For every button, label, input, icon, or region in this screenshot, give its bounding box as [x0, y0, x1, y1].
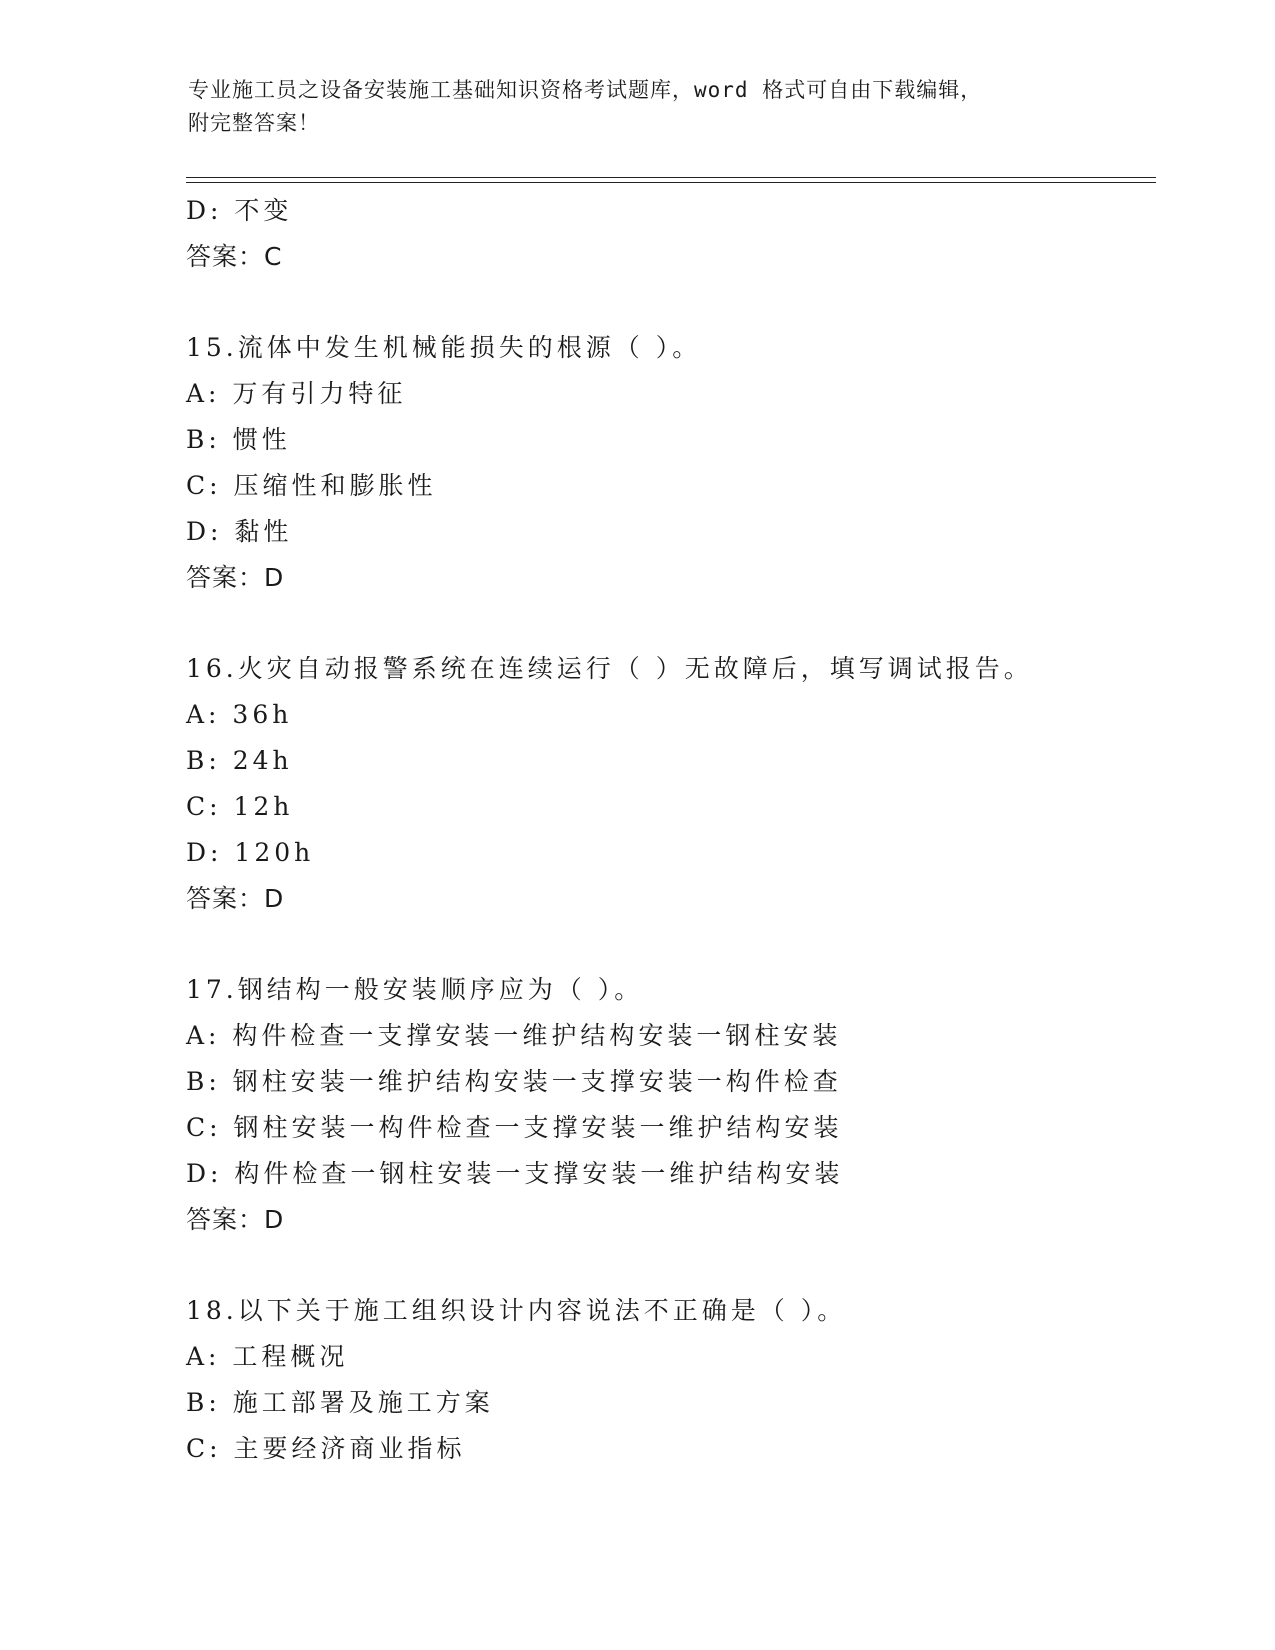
header-line-1: 专业施工员之设备安装施工基础知识资格考试题库，word 格式可自由下载编辑，	[188, 78, 983, 102]
question-17: 17.钢结构一般安装顺序应为（ ）。	[186, 975, 644, 1004]
spacer	[186, 280, 1146, 325]
option-c: C: 主要经济商业指标	[186, 1434, 466, 1463]
spacer	[186, 601, 1146, 646]
option-b: B: 惯性	[186, 425, 291, 454]
option-a: A: 构件检查一支撑安装一维护结构安装一钢柱安装	[186, 1021, 842, 1050]
option-d: D: 120h	[186, 838, 315, 867]
answer-line: 答案：D	[186, 1205, 285, 1234]
option-c: C: 钢柱安装一构件检查一支撑安装一维护结构安装	[186, 1113, 843, 1142]
option-c: C: 压缩性和膨胀性	[186, 471, 437, 500]
option-b: B: 24h	[186, 746, 293, 775]
answer-line: 答案：C	[186, 242, 283, 271]
option-b: B: 施工部署及施工方案	[186, 1388, 494, 1417]
option-d: D: 黏性	[186, 517, 293, 546]
option-d: D: 构件检查一钢柱安装一支撑安装一维护结构安装	[186, 1159, 844, 1188]
header-divider-top	[186, 177, 1156, 178]
question-15: 15.流体中发生机械能损失的根源（ ）。	[186, 333, 702, 362]
option-b: B: 钢柱安装一维护结构安装一支撑安装一构件检查	[186, 1067, 842, 1096]
option-a: A: 万有引力特征	[186, 379, 407, 408]
answer-line: 答案：D	[186, 884, 285, 913]
option-d: D: 不变	[186, 196, 293, 225]
option-c: C: 12h	[186, 792, 294, 821]
header-line-2: 附完整答案！	[188, 111, 320, 135]
question-18: 18.以下关于施工组织设计内容说法不正确是（ ）。	[186, 1296, 847, 1325]
document-header	[188, 74, 1068, 140]
option-a: A: 工程概况	[186, 1342, 349, 1371]
header-divider-bottom	[186, 182, 1156, 183]
answer-line: 答案：D	[186, 563, 285, 592]
spacer	[186, 922, 1146, 967]
option-a: A: 36h	[186, 700, 293, 729]
question-list	[186, 188, 1146, 1472]
spacer	[186, 1243, 1146, 1288]
question-16: 16.火灾自动报警系统在连续运行（ ）无故障后，填写调试报告。	[186, 654, 1033, 683]
